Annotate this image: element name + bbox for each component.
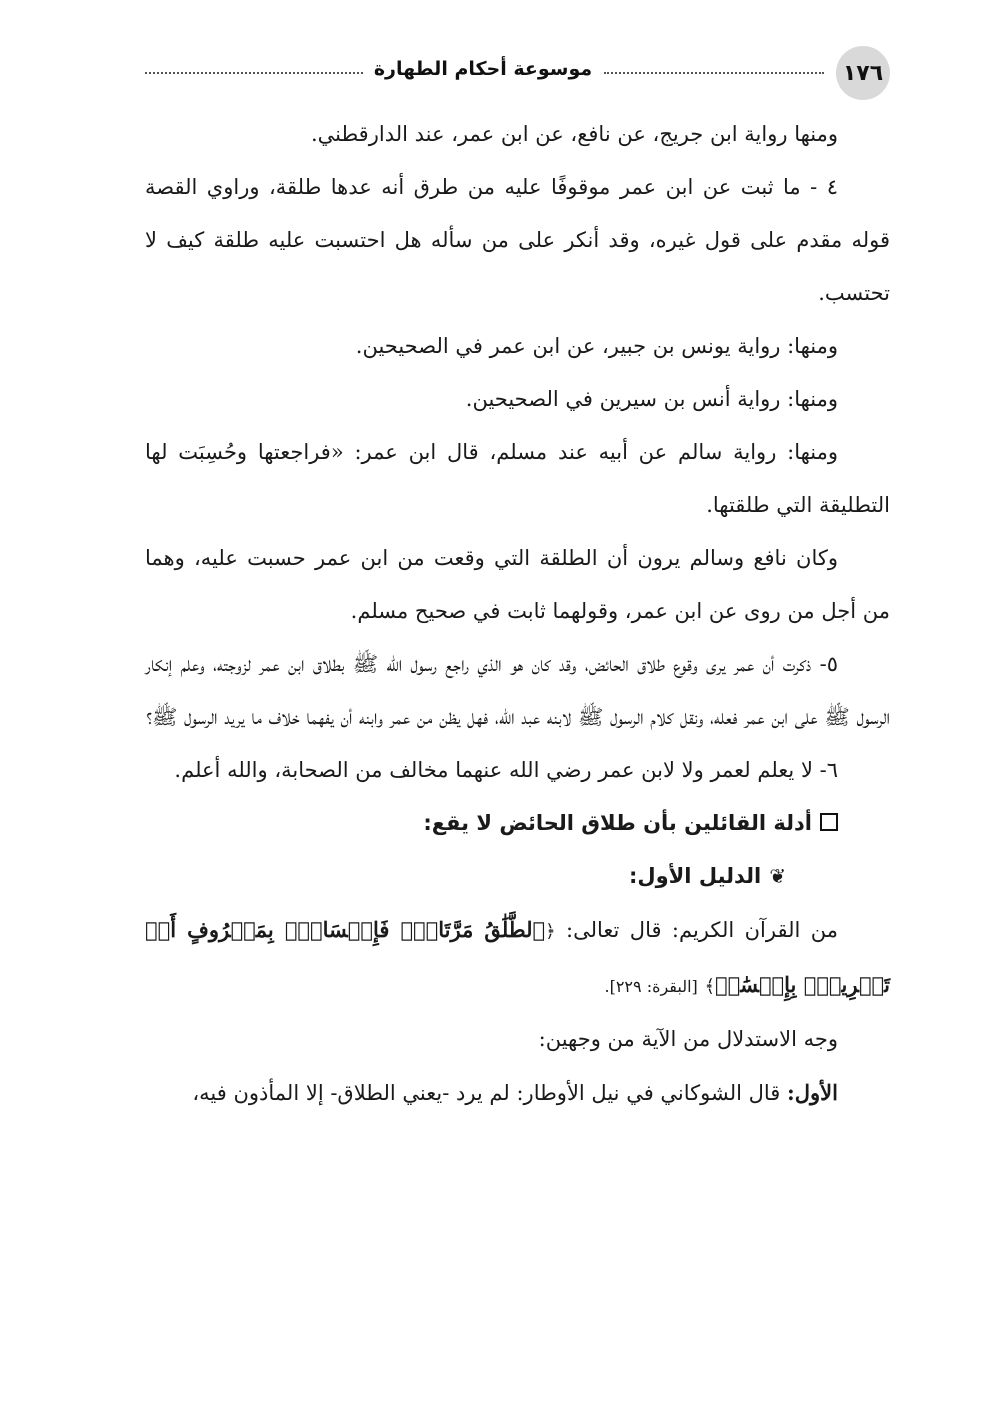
section-heading-text: أدلة القائلين بأن طلاق الحائض لا يقع: xyxy=(423,811,812,835)
page-header xyxy=(145,44,890,100)
leaf-ornament-icon: ❦ xyxy=(769,864,786,888)
page-number-badge xyxy=(836,46,890,100)
paragraph-quran xyxy=(145,903,890,1013)
paragraph-11-text: قال الشوكاني في نيل الأوطار: لم يرد -يعني الطلاق- إلا المأذون فيه، xyxy=(192,1081,781,1105)
quran-reference: [البقرة: ٢٢٩]. xyxy=(604,977,698,996)
section-heading xyxy=(145,797,890,850)
quran-bracket-open: ﴿ xyxy=(545,921,556,942)
paragraph-7: ٥- ذكرت أن عمر يرى وقوع طلاق الحائض، وقد كان هو الذي راجع رسول الله ﷺ بطلاق ابن عمر لزوجته، وعلم إنكار الرسول ﷺ على ابن عمر فعله، ونقل كلام الرسول ﷺ لابنه عبد الله، فهل يظن من عمر وابنه أن يفهما خلاف ما يريد الرسول ﷺ؟ xyxy=(145,652,890,729)
checkbox-square-icon xyxy=(820,813,838,831)
header-dotted-rule-left xyxy=(145,72,363,74)
paragraph-11 xyxy=(145,1066,890,1120)
header-dotted-rule-right xyxy=(604,72,824,74)
paragraph-3: ومنها: رواية يونس بن جبير، عن ابن عمر في الصحيحين. xyxy=(355,334,838,358)
page-body xyxy=(145,108,890,1120)
book-title: موسوعة أحكام الطهارة xyxy=(373,58,593,80)
subsection-heading xyxy=(145,850,890,903)
paragraph-4: ومنها: رواية أنس بن سيرين في الصحيحين. xyxy=(465,387,838,411)
quran-intro: من القرآن الكريم: قال تعالى: xyxy=(566,918,838,942)
paragraph-1: ومنها رواية ابن جريج، عن نافع، عن ابن عمر، عند الدارقطني. xyxy=(310,122,838,146)
paragraph-5: ومنها: رواية سالم عن أبيه عند مسلم، قال ابن عمر: «فراجعتها وحُسِبَت لها التطليقة التي طلقتها. xyxy=(145,440,890,517)
subsection-heading-text: الدليل الأول: xyxy=(629,864,762,888)
paragraph-2: ٤ - ما ثبت عن ابن عمر موقوفًا عليه من طرق أنه عدها طلقة، وراوي القصة قوله مقدم على قول غيره، وقد أنكر على من سأله هل احتسبت عليه طلقة كيف لا تحتسب. xyxy=(145,175,890,305)
paragraph-6: وكان نافع وسالم يرون أن الطلقة التي وقعت من ابن عمر حسبت عليه، وهما من أجل من روى عن ابن عمر، وقولهما ثابت في صحيح مسلم. xyxy=(145,546,890,623)
page-number: ١٧٦ xyxy=(842,60,884,86)
paragraph-11-lead: الأول: xyxy=(787,1080,838,1105)
quran-bracket-close: ﴾ xyxy=(704,976,716,997)
quran-verse: ٱلطَّلَٰقُ مَرَّتَانِۖ فَإِمۡسَاكُۢ بِمَعۡرُوفٍ أَوۡ تَسۡرِيحُۢ بِإِحۡسَٰنٖ xyxy=(145,917,890,997)
paragraph-10: وجه الاستدلال من الآية من وجهين: xyxy=(538,1027,838,1051)
paragraph-8: ٦- لا يعلم لعمر ولا لابن عمر رضي الله عنهما مخالف من الصحابة، والله أعلم. xyxy=(174,758,838,782)
